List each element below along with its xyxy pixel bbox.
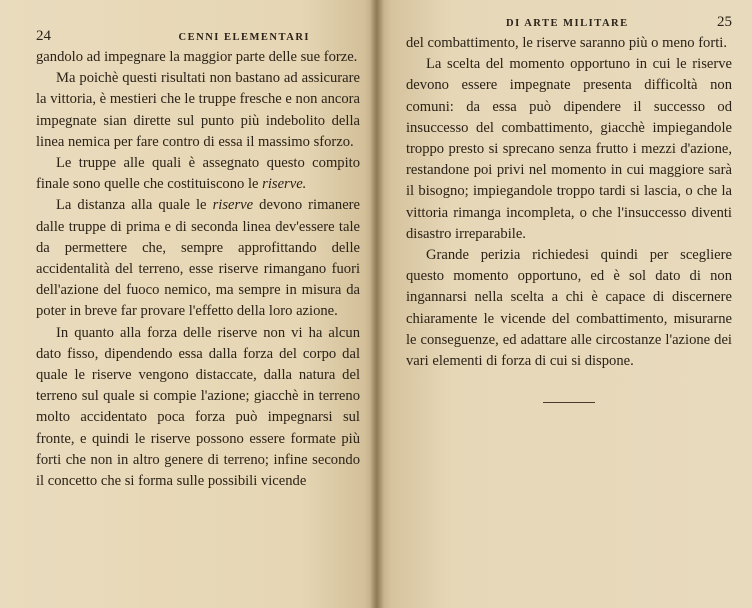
paragraph-text: devono rimanere dalle truppe di prima e di seconda linea dev'essere tale da permettere che, sempre approfittando delle accidentalità del terreno, esse riserve rimangano fuori dell'azione del fuoco nemico, ma sempre in misura da poter in breve far provare l'effetto della loro azione. [36, 197, 361, 320]
left-page-text [36, 47, 360, 492]
paragraph [36, 153, 360, 195]
end-rule [543, 402, 595, 403]
paragraph: In quanto alla forza delle riserve non vi ha alcun dato fisso, dipendendo essa dalla forza del corpo dal quale le riserve vengono distaccate, dalla natura del terreno sul quale si compie l'azione; giacchè in terreno molto accidentato poca forza può impegnarsi sul fronte, e quindi le riserve possono essere formate più forti che non in altro genere di terreno; infine secondo il concetto che si forma sulle possibili vicende [36, 324, 360, 490]
right-page-text [406, 33, 732, 372]
paragraph: Grande perizia richiedesi quindi per scegliere questo momento opportuno, ed è sol dato di non ingannarsi nella scelta a chi è capace di discernere chiaramente le vicende del combattimento, misurarne le conseguenze, ed adattare alle circostanze l'azione dei vari elementi di forza di cui si dispone. [406, 247, 732, 370]
italic-term: riserve [212, 197, 254, 214]
right-running-head [406, 14, 732, 31]
right-page-number: 25 [717, 14, 732, 30]
italic-term: riserve. [262, 176, 307, 193]
left-running-title: CENNI ELEMENTARI [178, 32, 310, 43]
right-running-title: DI ARTE MILITARE [506, 18, 629, 29]
paragraph-text: Le truppe alle quali è assegnato questo compito finale sono quelle che costituiscono le [36, 155, 360, 193]
paragraph [36, 195, 360, 322]
left-running-head [36, 28, 360, 45]
paragraph: La scelta del momento opportuno in cui le riserve devono essere impegnate presenta difficoltà non comuni: da essa può dipendere il successo od insuccesso del combattimento, giacchè impiegandole troppo presto si sprecano senza frutto i mezzi d'azione, restandone poi privi nel momento in cui maggiore sarà il bisogno; impiegandole troppo tardi si lascia, o che la vittoria rimanga incompleta, o che l'insuccesso diventi disastro irreparabile. [406, 56, 732, 242]
left-page-number: 24 [36, 28, 51, 44]
paragraph: del combattimento, le riserve saranno più o meno forti. [406, 35, 727, 51]
book-gutter [370, 0, 384, 608]
paragraph-text: La distanza alla quale le [56, 197, 207, 214]
right-page [376, 0, 752, 608]
paragraph: Ma poichè questi risultati non bastano ad assicurare la vittoria, è mestieri che le truppe fresche e non ancora impegnate sian dirette sul punto più indebolito della linea nemica per fare contro di essa il massimo sforzo. [36, 70, 360, 150]
paragraph: gandolo ad impegnare la maggior parte delle sue forze. [36, 49, 358, 65]
